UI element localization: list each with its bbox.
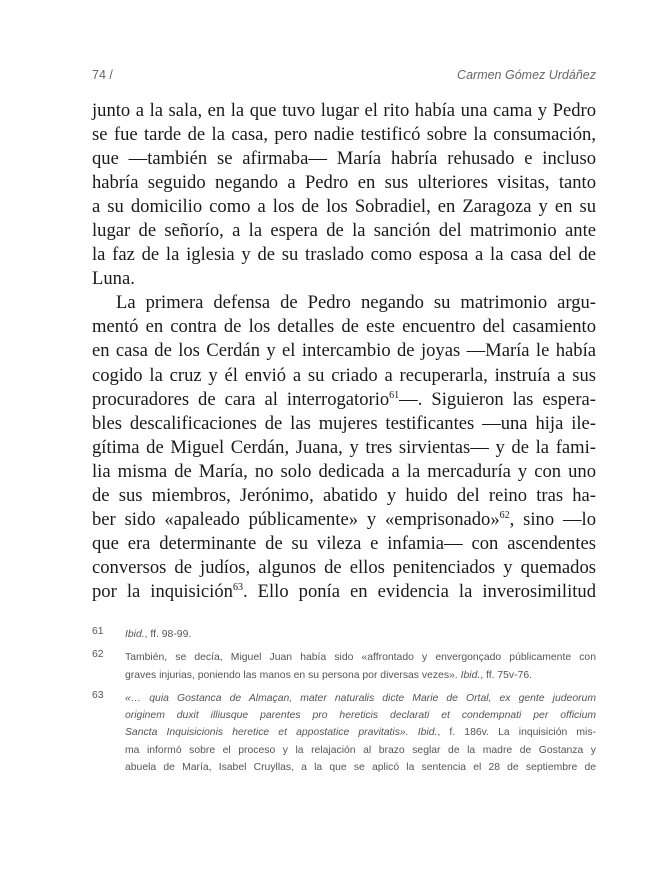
body-text [92, 99, 596, 604]
footnote-line: «… quia Gostanca de Almaçan, mater naturalis dicte Marie de Ortal, ex gente judeorum [125, 692, 596, 704]
text-line: gítima de Miguel Cerdán, Juana, y tres sirvientas— y de la fami- [92, 436, 596, 458]
page-number: 74 / [92, 68, 113, 82]
text-line: mentó en contra de los detalles de este encuentro del casamiento [92, 316, 596, 338]
text-line: bles descalificaciones de las mujeres testificantes —una hija ile- [92, 412, 596, 434]
text-line: se fue tarde de la casa, pero nadie testificó sobre la consumación, [92, 124, 596, 146]
text-line: que era determinante de su vileza e infamia— con ascendentes [92, 532, 596, 554]
text-segment: por la inquisición [92, 580, 233, 602]
footnote-text: graves injurias, poniendo las manos en su persona por diversas vezes». [125, 669, 458, 681]
footnote-number: 61 [92, 626, 104, 637]
footnote-text: , ff. 75v-76. [480, 669, 533, 681]
text-line: conversos de judíos, algunos de ellos penitenciados y quemados [92, 556, 596, 578]
text-line: en casa de los Cerdán y el intercambio de joyas —María le había [92, 340, 596, 362]
footnote-line: originem duxit illiusque parentes pro hereticis declarati et condempnati per officium [125, 710, 596, 722]
text-line: lugar de señorío, a la espera de la sanción del matrimonio ante [92, 220, 596, 242]
footnote-line: También, se decía, Miguel Juan había sido «affrontado y envergonçado públicamente con [125, 652, 596, 664]
footnote-line [125, 724, 596, 741]
footnote-italic: Ibid. [125, 629, 145, 640]
footnote-number: 63 [92, 689, 104, 701]
text-line: cogido la cruz y él envió a su criado a recuperarla, instruía a sus [92, 364, 596, 386]
text-line: lia misma de María, no solo dedicada a la mercaduría y con uno [92, 460, 596, 482]
footnote-text: , f. 186v. La inquisición mis- [437, 727, 597, 739]
text-line [92, 580, 596, 604]
footnote-ref[interactable]: 61 [389, 389, 400, 401]
footnote-62 [92, 649, 596, 684]
footnote-text: , ff. 98-99. [144, 629, 192, 640]
text-line: junto a la sala, en la que tuvo lugar el rito había una cama y Pedro [92, 100, 596, 121]
footnote-63 [92, 690, 596, 776]
text-segment: , sino —lo [509, 508, 596, 530]
footnote-line [125, 626, 596, 643]
footnote-line [125, 667, 596, 684]
text-line: a su domicilio como a los de los Sobradiel, en Zaragoza y en su [92, 196, 596, 218]
footnote-italic: Ibid. [460, 669, 481, 681]
footnote-number: 62 [92, 649, 104, 661]
footnotes [92, 626, 596, 782]
text-line: Luna. [92, 268, 135, 290]
text-line: la faz de la iglesia y de su traslado como esposa a la casa del de [92, 244, 596, 266]
footnote-ref[interactable]: 62 [499, 509, 510, 521]
text-line [92, 388, 596, 412]
text-line: que —también se afirmaba— María habría rehusado e incluso [92, 148, 596, 170]
running-header [92, 68, 596, 90]
text-segment: —. Siguieron las espera- [399, 388, 596, 410]
footnote-line: ma informó sobre el proceso y la relajación al brazo seglar de la madre de Gostanza y [125, 744, 596, 756]
text-segment: ber sido «apaleado públicamente» y «emprisonado» [92, 508, 500, 530]
text-segment: . Ello ponía en evidencia la inverosimilitud [242, 580, 596, 602]
footnote-italic: Sancta Inquisicionis heretice et appostatice pravitatis». [125, 727, 409, 739]
text-segment: procuradores de cara al interrogatorio [92, 388, 390, 410]
footnote-61 [92, 626, 596, 643]
footnote-italic: Ibid. [417, 727, 438, 739]
text-line: de sus miembros, Jerónimo, abatido y huido del reino tras ha- [92, 484, 596, 506]
text-line: La primera defensa de Pedro negando su matrimonio argu- [116, 292, 596, 314]
footnote-ref[interactable]: 63 [232, 581, 243, 593]
footnote-line: abuela de María, Isabel Cruyllas, a la que se aplicó la sentencia el 28 de septiembre de [125, 762, 596, 774]
text-line [92, 508, 596, 532]
text-line: habría seguido negando a Pedro en sus ulteriores visitas, tanto [92, 172, 596, 194]
running-header-author: Carmen Gómez Urdáñez [457, 68, 596, 82]
